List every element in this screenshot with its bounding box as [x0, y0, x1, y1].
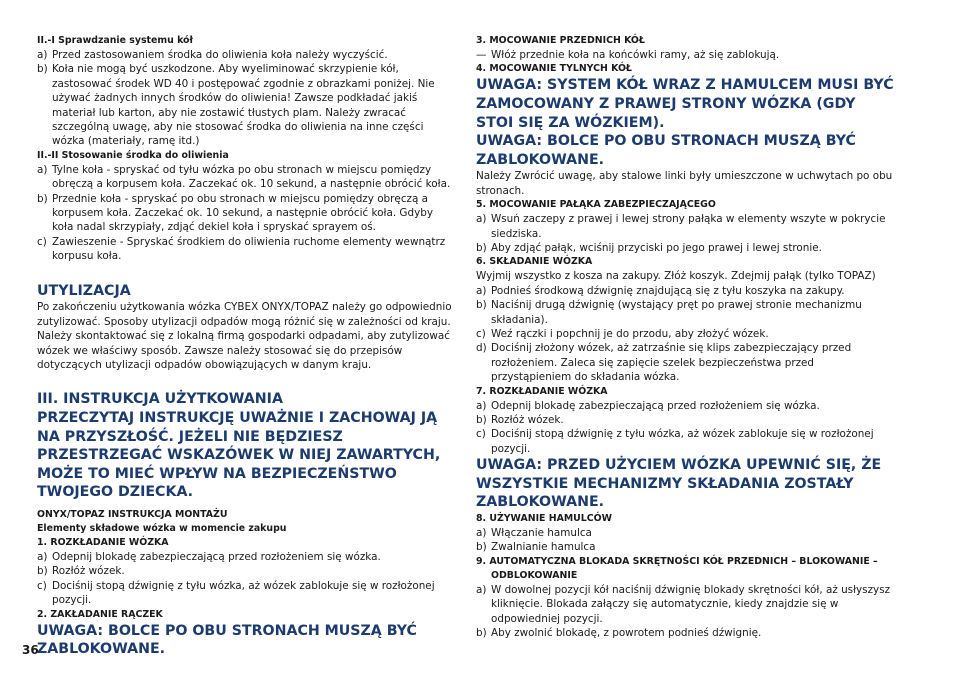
- list-marker: b): [37, 63, 48, 76]
- list-item-text: Dociśnij stopą dźwignię z tyłu wózka, aż wózek zablokuje się w rozłożonej pozycji.: [52, 579, 435, 607]
- list-item-text: W dowolnej pozycji kół naciśnij dźwignię blokady skrętności kół, aż usłyszysz kliknięcie. Blokada załączy się automatycznie, kiedy znajdzie się w odpowiedniej pozycji.: [491, 583, 891, 625]
- list-marker: b): [476, 414, 487, 427]
- list-item-text: Aby zdjąć pałąk, wciśnij przyciski po jego prawej i lewej stronie.: [491, 242, 822, 254]
- list-item-text: Podnieś środkową dźwignię znajdującą się z tyłu koszyka na zakupy.: [491, 284, 845, 297]
- list-marker: b): [37, 565, 48, 578]
- list-marker: b): [476, 627, 487, 640]
- list-item: [476, 327, 896, 341]
- right-column: [476, 34, 896, 641]
- folding-list: [476, 284, 896, 385]
- list-item: [476, 399, 896, 413]
- brakes-list: [476, 526, 896, 555]
- folding-text: Wyjmij wszystko z kosza na zakupy. Złóż koszyk. Zdejmij pałąk (tylko TOPAZ): [476, 270, 876, 283]
- heading-unfolding: 1. ROZKŁADANIE WÓZKA: [37, 536, 169, 548]
- list-marker: b): [476, 242, 487, 254]
- list-item: [476, 298, 896, 327]
- list-item-text: Rozłóż wózek.: [491, 414, 564, 427]
- list-item-text: Włączanie hamulca: [491, 527, 592, 540]
- heading-disposal: UTYLIZACJA: [37, 282, 131, 299]
- list-item: [476, 540, 896, 554]
- heading-assembly: ONYX/TOPAZ INSTRUKCJA MONTAŻU: [37, 508, 228, 520]
- list-marker: c): [476, 328, 486, 341]
- lubricant-use-list: [37, 163, 457, 264]
- heading-package-contents: Elementy składowe wózka w momencie zakupu: [37, 522, 287, 534]
- section-heading-wheel-check: II.-I Sprawdzanie systemu kół: [37, 35, 193, 46]
- list-marker: a): [476, 399, 487, 412]
- list-marker: a): [476, 284, 487, 297]
- list-item: [37, 163, 457, 192]
- list-item-text: Tylne koła - spryskać od tyłu wózka po obu stronach w miejscu pomiędzy obręczą a korpusem koła. Zaczekać ok. 10 sekund, a następnie obrócić koła.: [52, 163, 451, 191]
- list-item-text: Włóż przednie koła na końcówki ramy, aż się zablokują.: [491, 49, 780, 61]
- list-marker: c): [476, 428, 486, 441]
- list-item: [476, 341, 896, 384]
- list-item-text: Weź rączki i popchnij je do przodu, aby złożyć wózek.: [491, 328, 769, 341]
- list-item: [476, 626, 896, 640]
- heading-folding: 6. SKŁADANIE WÓZKA: [476, 256, 593, 268]
- list-marker: b): [37, 192, 48, 205]
- unfolding-list-2: [476, 399, 896, 457]
- list-item-text: Zwalnianie hamulca: [491, 541, 596, 554]
- wheel-check-list: [37, 48, 457, 149]
- rear-wheels-text: Należy Zwrócić uwagę, aby stalowe linki były umieszczone w uchwytach po obu stronach.: [476, 170, 893, 197]
- left-column: [37, 34, 457, 659]
- section-heading-lubricant-use: II.-II Stosowanie środka do oliwienia: [37, 149, 229, 161]
- heading-swivel-lock-cont: ODBLOKOWANIE: [491, 569, 578, 581]
- warning-read-instructions: PRZECZYTAJ INSTRUKCJĘ UWAŻNIE I ZACHOWAJ JĄ NA PRZYSZŁOŚĆ. JEŻELI NIE BĘDZIESZ PRZESTRZEGAĆ WSKAZÓWEK W NIEJ ZAWARTYCH, MOŻE TO MIEĆ WPŁYW NA BEZPIECZEŃSTWO TWOJEGO DZIECKA.: [37, 409, 441, 501]
- disposal-text: Po zakończeniu użytkowania wózka CYBEX ONYX/TOPAZ należy go odpowiednio zutylizować. Sposoby utylizacji odpadów mogą różnić się w zależności od kraju. Należy skontaktować się z lokalną firmą gospodarki odpadami, aby zutylizować wózek we właściwy sposób. Zawsze należy stosować się do przepisów dotyczących utylizacji odpadów obowiązujących w danym kraju.: [37, 301, 452, 371]
- list-marker: b): [476, 299, 487, 312]
- list-item-text: Dociśnij stopą dźwignię z tyłu wózka, aż wózek zablokuje się w rozłożonej pozycji.: [491, 428, 874, 455]
- list-item: [476, 427, 896, 456]
- list-item: [37, 48, 457, 62]
- list-item: [37, 579, 457, 608]
- list-marker: d): [476, 342, 487, 355]
- list-item: [476, 284, 896, 298]
- list-item: [37, 564, 457, 578]
- heading-unfolding-2: 7. ROZKŁADANIE WÓZKA: [476, 385, 608, 397]
- list-item-text: Dociśnij złożony wózek, aż zatrzaśnie się klips zabezpieczający przed rozłożeniem. Zaleca się zapięcie szelek bezpieczeństwa przed przystąpieniem do składania wózka.: [491, 342, 852, 384]
- list-item-text: Koła nie mogą być uszkodzone. Aby wyeliminować skrzypienie kół, zastosować środek WD 40 i postępować zgodnie z obrazkami poniżej. Nie używać żadnych innych środków do oliwienia! Zawsze podkładać jakiś materiał lub karton, aby nie zostawić tłustych plam. Należy zwracać szczególną uwagę, aby nie stosować środka do oliwienia na inne części wózka (materiały, ramę itd.): [52, 63, 435, 148]
- list-marker: —: [476, 49, 487, 61]
- warning-bolts-locked: UWAGA: BOLCE PO OBU STRONACH MUSZĄ BYĆ ZABLOKOWANE.: [37, 622, 417, 658]
- list-item: [37, 550, 457, 564]
- swivel-lock-list: [476, 583, 896, 641]
- heading-rear-wheels: 4. MOCOWANIE TYLNYCH KÓŁ: [476, 63, 632, 75]
- list-marker: a): [476, 213, 487, 226]
- list-item: [37, 192, 457, 235]
- unfolding-list: [37, 550, 457, 608]
- list-marker: a): [37, 163, 48, 176]
- heading-front-wheels: 3. MOCOWANIE PRZEDNICH KÓŁ: [476, 35, 645, 46]
- list-marker: b): [476, 541, 487, 554]
- list-item: [37, 235, 457, 264]
- warning-locks-check: UWAGA: PRZED UŻYCIEM WÓZKA UPEWNIĆ SIĘ, ŻE WSZYSTKIE MECHANIZMY SKŁADANIA ZOSTAŁY ZABLOKOWANE.: [476, 457, 882, 511]
- heading-instructions: III. INSTRUKCJA UŻYTKOWANIA: [37, 391, 283, 408]
- list-marker: a): [37, 49, 48, 61]
- list-item-text: Rozłóż wózek.: [52, 565, 125, 578]
- heading-handles: 2. ZAKŁADANIE RĄCZEK: [37, 608, 163, 620]
- list-item-text: Przed zastosowaniem środka do oliwienia koła należy wyczyścić.: [52, 49, 388, 61]
- list-item: [476, 48, 896, 62]
- front-wheels-list: [476, 48, 896, 62]
- warning-bolts-locked-rear: UWAGA: BOLCE PO OBU STRONACH MUSZĄ BYĆ ZABLOKOWANE.: [476, 133, 856, 168]
- list-item: [476, 241, 896, 255]
- list-item: [476, 583, 896, 626]
- heading-brakes: 8. UŻYWANIE HAMULCÓW: [476, 513, 612, 525]
- list-item: [476, 526, 896, 540]
- heading-bumper-bar: 5. MOCOWANIE PAŁĄKA ZABEZPIECZAJĄCEGO: [476, 199, 716, 211]
- list-item-text: Aby zwolnić blokadę, z powrotem podnieś dźwignię.: [491, 627, 762, 640]
- list-item: [476, 212, 896, 241]
- warning-brake-side: UWAGA: SYSTEM KÓŁ WRAZ Z HAMULCEM MUSI BYĆ ZAMOCOWANY Z PRAWEJ STRONY WÓZKA (GDY STOI SIĘ ZA WÓZKIEM).: [476, 77, 894, 131]
- list-item-text: Wsuń zaczepy z prawej i lewej strony pałąka w elementy wszyte w pokrycie siedziska.: [491, 213, 886, 240]
- list-marker: a): [476, 583, 487, 596]
- list-item-text: Zawieszenie - Spryskać środkiem do oliwienia ruchome elementy wewnątrz korpusu koła.: [52, 235, 446, 263]
- list-marker: c): [37, 235, 47, 248]
- list-marker: c): [37, 579, 47, 592]
- list-marker: a): [37, 550, 48, 563]
- list-item-text: Naciśnij drugą dźwignię (wystający pręt po prawej stronie mechanizmu składania).: [491, 299, 862, 326]
- list-marker: a): [476, 527, 487, 540]
- heading-swivel-lock: 9. AUTOMATYCZNA BLOKADA SKRĘTNOŚCI KÓŁ PRZEDNICH – BLOKOWANIE –: [476, 555, 878, 567]
- list-item-text: Przednie koła - spryskać po obu stronach w miejscu pomiędzy obręczą a korpusem koła. Zaczekać ok. 10 sekund, a następnie obrócić koła. Gdyby koła nadal skrzypiały, zdjąć dekiel koła i spryskać sprayem oś.: [52, 192, 433, 234]
- list-item-text: Odepnij blokadę zabezpieczającą przed rozłożeniem się wózka.: [52, 550, 381, 563]
- list-item: [37, 62, 457, 148]
- page-number: 36: [22, 643, 39, 657]
- list-item: [476, 413, 896, 427]
- bumper-bar-list: [476, 212, 896, 255]
- list-item-text: Odepnij blokadę zabezpieczającą przed rozłożeniem się wózka.: [491, 399, 820, 412]
